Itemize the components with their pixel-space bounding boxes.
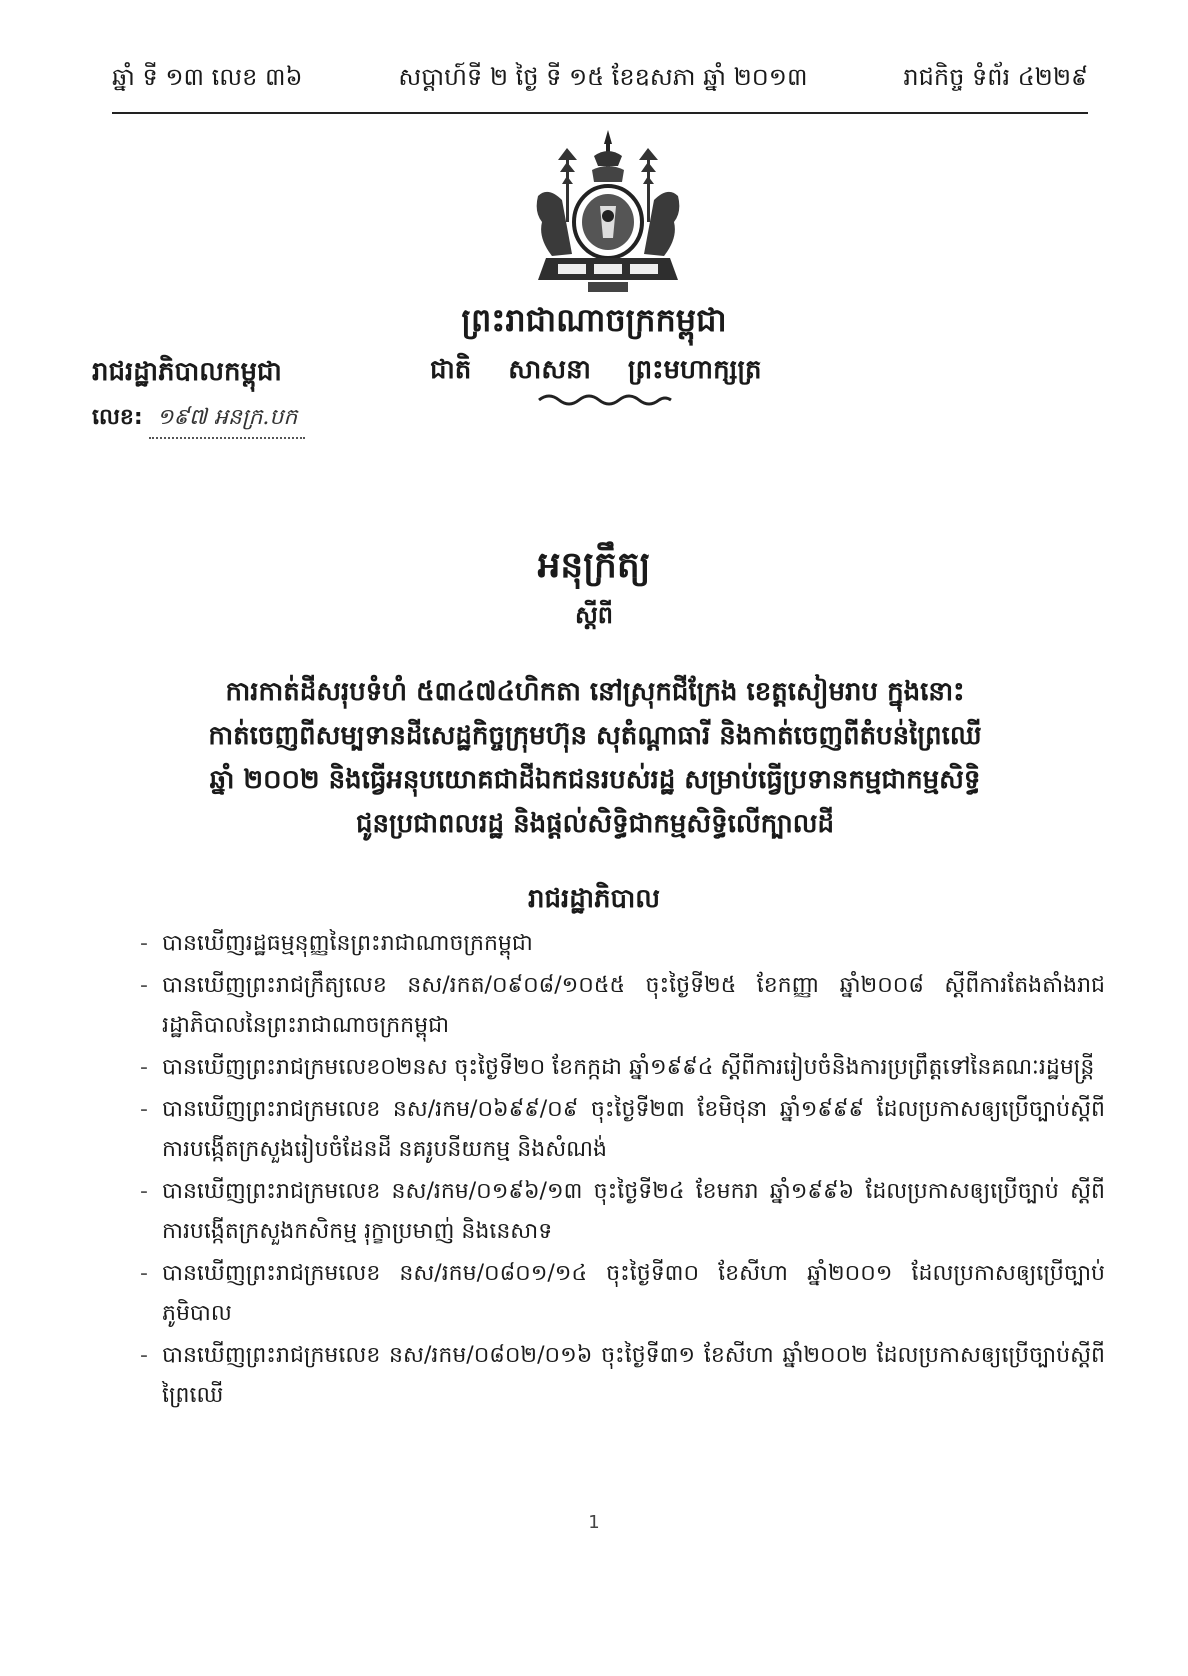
- considering-clauses: [140, 924, 1105, 1418]
- kingdom-name: ព្រះរាជាណាចក្រកម្ពុជា: [461, 301, 727, 339]
- clause-item: - បានឃើញព្រះរាជក្រមលេខ០២នស ចុះថ្ងៃទី២០ ខែកក្កដា ឆ្នាំ១៩៩៤ ស្តីពីការរៀបចំនិងការប្រព្រឹត្តទៅនៃគណៈរដ្ឋមន្ត្រី: [140, 1055, 1095, 1080]
- gazette-year-issue: ឆ្នាំ ទី ១៣ លេខ ៣៦: [112, 63, 303, 91]
- national-motto: ជាតិ សាសនា ព្រះមហាក្សត្រ: [430, 355, 762, 385]
- clause-item: - បានឃើញរដ្ឋធម្មនុញ្ញនៃព្រះរាជាណាចក្រកម្ពុជា: [140, 931, 533, 956]
- clause-item: - បានឃើញព្រះរាជក្រមលេខ នស/រកម/០៨០១/១៤ ចុះថ្ងៃទី៣០ ខែសីហា ឆ្នាំ២០០១ ដែលប្រកាសឲ្យប្រើច្បាប់ភូមិបាល: [140, 1261, 1105, 1326]
- decree-title: អនុក្រឹត្យ: [537, 545, 651, 586]
- clause-text: បានឃើញព្រះរាជក្រមលេខ នស/រកម/០៨០១/១៤ ចុះថ្ងៃទី៣០ ខែសីហា ឆ្នាំ២០០១ ដែលប្រកាសឲ្យប្រើច្បាប់ភូមិបាល: [162, 1261, 1105, 1326]
- motto-ornament-icon: [535, 392, 675, 408]
- clause-item: - បានឃើញព្រះរាជក្រមលេខ នស/រកម/០៦៩៩/០៩ ចុះថ្ងៃទី២៣ ខែមិថុនា ឆ្នាំ១៩៩៩ ដែលប្រកាសឲ្យប្រើច្បាប់ស្តីពីការបង្កើតក្រសួងរៀបចំដែនដី នគរូបនីយកម្ម និងសំណង់: [140, 1097, 1105, 1162]
- clause-text: បានឃើញព្រះរាជក្រមលេខ នស/រកម/០៨០២/០១៦ ចុះថ្ងៃទី៣១ ខែសីហា ឆ្នាំ២០០២ ដែលប្រកាសឲ្យប្រើច្បាប់ស្តីពីព្រៃឈើ: [162, 1343, 1105, 1408]
- reference-value: ១៩៧ អនក្រ.បក: [149, 403, 306, 439]
- page-number: 1: [588, 1512, 600, 1533]
- subject-line: ឆ្នាំ ២០០២ និងធ្វើអនុបយោគជាដីឯកជនរបស់រដ្ឋ សម្រាប់ធ្វើប្រទានកម្មជាកម្មសិទ្ធិ: [209, 765, 981, 795]
- subject-line: ជូនប្រជាពលរដ្ឋ និងផ្តល់សិទ្ធិជាកម្មសិទ្ធិលើក្បាលដី: [355, 809, 835, 839]
- subject-line: ការកាត់ដីសរុបទំហំ ៥៣៤៧៤ហិកតា នៅស្រុកជីក្រែង ខេត្តសៀមរាប ក្នុងនោះ: [225, 677, 965, 707]
- clause-text: បានឃើញព្រះរាជក្រមលេខ នស/រកម/០១៩៦/១៣ ចុះថ្ងៃទី២៤ ខែមករា ឆ្នាំ១៩៩៦ ដែលប្រកាសឲ្យប្រើច្បាប់ ស្តីពីការបង្កើតក្រសួងកសិកម្ម រុក្ខាប្រមាញ់ និងនេសាទ: [162, 1179, 1105, 1244]
- gazette-header: [112, 62, 1088, 97]
- reference-label: លេខ:: [92, 405, 143, 430]
- decree-subject: [130, 670, 1060, 846]
- clause-item: - បានឃើញព្រះរាជក្រឹត្យលេខ នស/រកត/០៩០៨/១០៥៥ ចុះថ្ងៃទី២៥ ខែកញ្ញា ឆ្នាំ២០០៨ ស្តីពីការតែងតាំងរាជរដ្ឋាភិបាលនៃព្រះរាជាណាចក្រកម្ពុជា: [140, 973, 1105, 1038]
- issuing-government: រាជរដ្ឋាភិបាលកម្ពុជា: [92, 357, 282, 387]
- royal-coat-of-arms-icon: [528, 126, 688, 296]
- clause-text: បានឃើញព្រះរាជក្រឹត្យលេខ នស/រកត/០៩០៨/១០៥៥ ចុះថ្ងៃទី២៥ ខែកញ្ញា ឆ្នាំ២០០៨ ស្តីពីការតែងតាំងរាជរដ្ឋាភិបាលនៃព្រះរាជាណាចក្រកម្ពុជា: [162, 973, 1105, 1038]
- decree-subtitle: ស្តីពី: [574, 601, 614, 629]
- gazette-date: សប្តាហ៍ទី ២ ថ្ងៃ ទី ១៥ ខែឧសភា ឆ្នាំ ២០១៣: [398, 63, 808, 91]
- header-rule: [112, 112, 1088, 114]
- clause-text: បានឃើញព្រះរាជក្រមលេខ០២នស ចុះថ្ងៃទី២០ ខែកក្កដា ឆ្នាំ១៩៩៤ ស្តីពីការរៀបចំនិងការប្រព្រឹត្តទៅនៃគណៈរដ្ឋមន្ត្រី: [162, 1055, 1095, 1080]
- clause-item: - បានឃើញព្រះរាជក្រមលេខ នស/រកម/០១៩៦/១៣ ចុះថ្ងៃទី២៤ ខែមករា ឆ្នាំ១៩៩៦ ដែលប្រកាសឲ្យប្រើច្បាប់ ស្តីពីការបង្កើតក្រសួងកសិកម្ម រុក្ខាប្រមាញ់ និងនេសាទ: [140, 1179, 1105, 1244]
- clause-item: - បានឃើញព្រះរាជក្រមលេខ នស/រកម/០៨០២/០១៦ ចុះថ្ងៃទី៣១ ខែសីហា ឆ្នាំ២០០២ ដែលប្រកាសឲ្យប្រើច្បាប់ស្តីពីព្រៃឈើ: [140, 1343, 1105, 1408]
- reference-number: [92, 403, 305, 439]
- government-heading: រាជរដ្ឋាភិបាល: [527, 884, 661, 914]
- clause-text: បានឃើញព្រះរាជក្រមលេខ នស/រកម/០៦៩៩/០៩ ចុះថ្ងៃទី២៣ ខែមិថុនា ឆ្នាំ១៩៩៩ ដែលប្រកាសឲ្យប្រើច្បាប់ស្តីពីការបង្កើតក្រសួងរៀបចំដែនដី នគរូបនីយកម្ម និងសំណង់: [162, 1097, 1105, 1162]
- clause-text: បានឃើញរដ្ឋធម្មនុញ្ញនៃព្រះរាជាណាចក្រកម្ពុជា: [162, 931, 533, 956]
- subject-line: កាត់ចេញពីសម្បទានដីសេដ្ឋកិច្ចក្រុមហ៊ុន សុតំណ្តាធារី និងកាត់ចេញពីតំបន់ព្រៃឈើ: [208, 721, 982, 751]
- gazette-page-ref: រាជកិច្ច ទំព័រ ៤២២៩: [903, 63, 1088, 91]
